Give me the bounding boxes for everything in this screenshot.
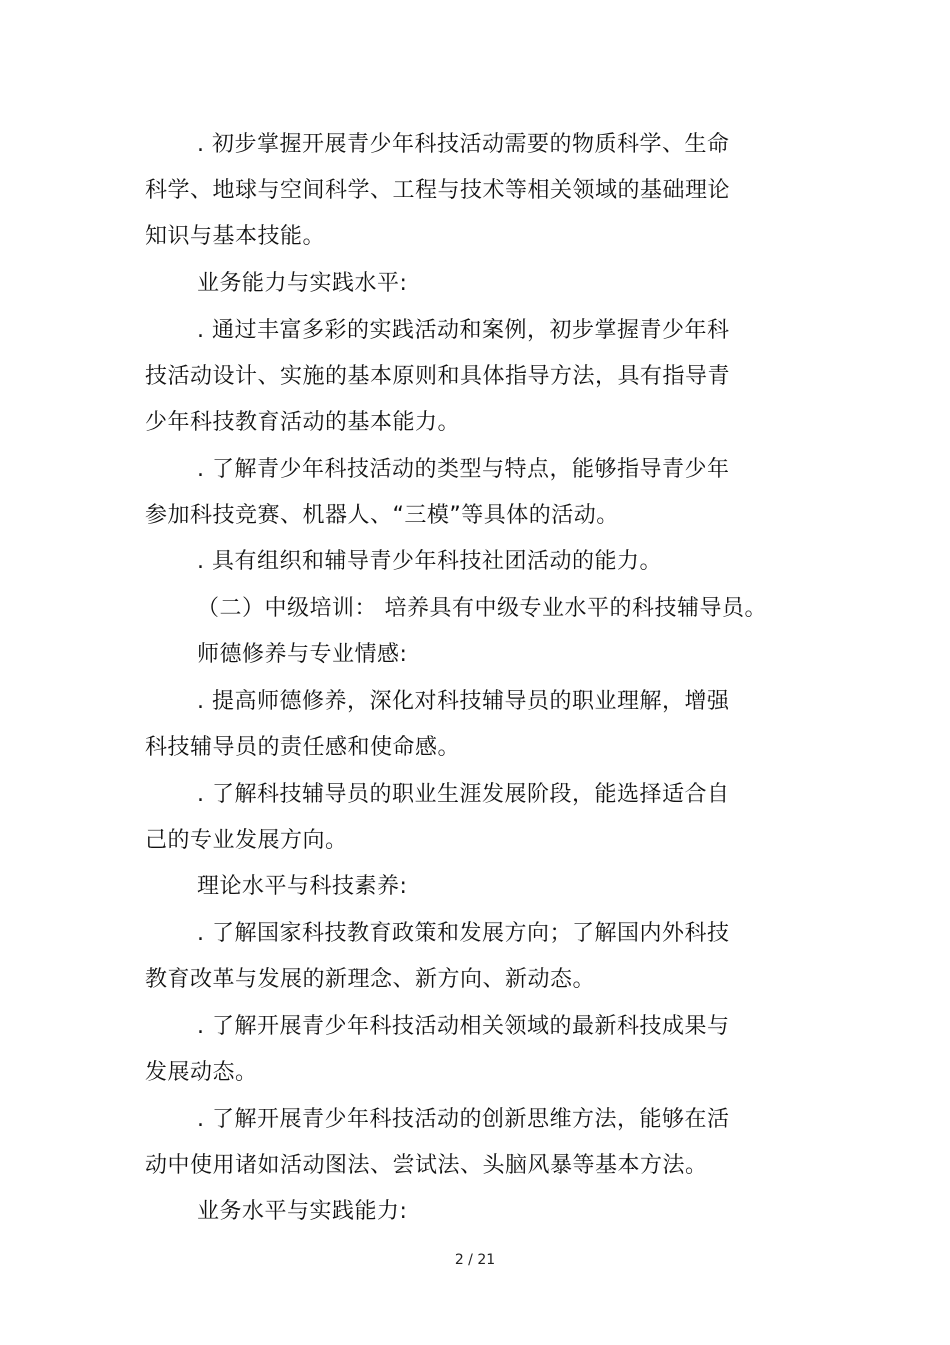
paragraph-line: . 了解开展青少年科技活动相关领域的最新科技成果与 — [197, 1014, 730, 1039]
paragraph-line: 技活动设计、实施的基本原则和具体指导方法，具有指导青 — [145, 364, 731, 389]
section-heading: 业务水平与实践能力: — [197, 1199, 408, 1224]
paragraph-line: 动中使用诸如活动图法、尝试法、头脑风暴等基本方法。 — [145, 1153, 708, 1178]
section-heading: 理论水平与科技素养: — [197, 874, 408, 899]
paragraph-line: 科学、地球与空间科学、工程与技术等相关领域的基础理论 — [145, 178, 731, 203]
paragraph-line: 知识与基本技能。 — [145, 224, 326, 249]
paragraph-line: . 具有组织和辅导青少年科技社团活动的能力。 — [197, 549, 662, 574]
paragraph-line: 己的专业发展方向。 — [145, 828, 348, 853]
paragraph-line: . 了解青少年科技活动的类型与特点，能够指导青少年 — [197, 457, 730, 482]
paragraph-line: . 了解开展青少年科技活动的创新思维方法，能够在活 — [197, 1107, 730, 1132]
paragraph-line: . 初步掌握开展青少年科技活动需要的物质科学、生命 — [197, 132, 730, 157]
section-heading: （二）中级培训： 培养具有中级专业水平的科技辅导员。 — [197, 596, 767, 621]
page-number: 2 / 21 — [454, 1252, 496, 1268]
section-heading: 业务能力与实践水平: — [197, 271, 408, 296]
paragraph-line: 科技辅导员的责任感和使命感。 — [145, 735, 461, 760]
paragraph-line: . 了解科技辅导员的职业生涯发展阶段，能选择适合自 — [197, 782, 730, 807]
paragraph-line: 发展动态。 — [145, 1060, 258, 1085]
paragraph-line: . 提高师德修养，深化对科技辅导员的职业理解，增强 — [197, 689, 730, 714]
paragraph-line: . 通过丰富多彩的实践活动和案例，初步掌握青少年科 — [197, 318, 730, 343]
paragraph-line: 参加科技竞赛、机器人、“三模”等具体的活动。 — [145, 503, 619, 528]
section-heading: 师德修养与专业情感: — [197, 642, 408, 667]
paragraph-line: 教育改革与发展的新理念、新方向、新动态。 — [145, 967, 596, 992]
paragraph-line: 少年科技教育活动的基本能力。 — [145, 410, 461, 435]
paragraph-line: . 了解国家科技教育政策和发展方向；了解国内外科技 — [197, 921, 730, 946]
